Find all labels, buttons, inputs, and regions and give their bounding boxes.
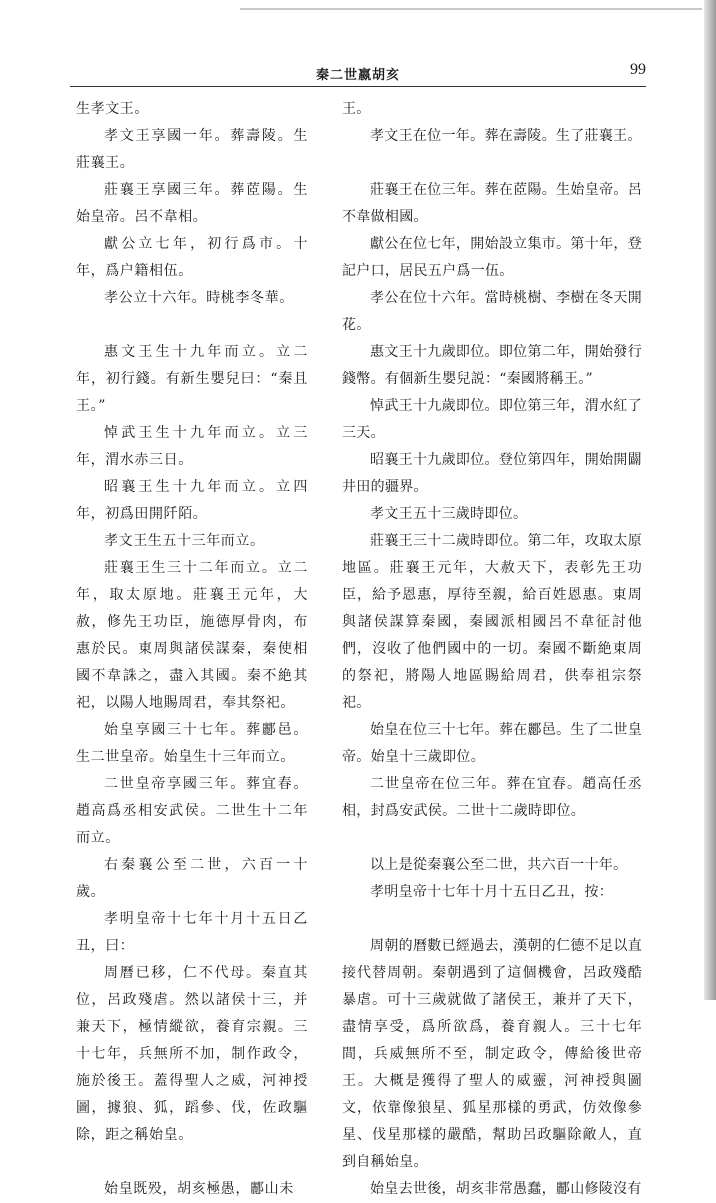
paragraph: 孝公在位十六年。當時桃樹、李樹在冬天開花。 <box>342 290 642 333</box>
scan-page-edge <box>704 0 716 1000</box>
paragraph-gap <box>342 825 642 852</box>
paragraph: 周曆已移，仁不代母。秦直其位，呂政殘虐。然以諸侯十三，并兼天下，極情縱欲，養育宗親。三十七年，兵無所不加，制作政令，施於後王。蓋得聖人之威，河神授圖，據狼、狐，蹈參、伐，佐政驅除，距之稱始皇。 <box>76 965 308 1143</box>
paragraph: 二世皇帝享國三年。葬宜春。趙高爲丞相安武侯。二世生十二年而立。 <box>76 776 308 846</box>
paragraph: 莊襄王生三十二年而立。立二年，取太原地。莊襄王元年，大赦，修先王功臣，施德厚骨肉，布惠於民。東周與諸侯謀秦，秦使相國不韋誅之，盡入其國。秦不絶其祀，以陽人地賜周君，奉其祭祀。 <box>76 560 308 711</box>
paragraph-gap <box>342 906 642 933</box>
paragraph: 孝文王享國一年。葬壽陵。生莊襄王。 <box>76 128 308 171</box>
paragraph: 獻公在位七年，開始設立集市。第十年，登記户口，居民五户爲一伍。 <box>342 236 642 279</box>
paragraph: 右秦襄公至二世，六百一十歲。 <box>76 857 308 900</box>
paragraph: 莊襄王在位三年。葬在茝陽。生始皇帝。呂不韋做相國。 <box>342 182 642 225</box>
paragraph-gap <box>76 1149 308 1176</box>
paragraph: 昭襄王十九歲即位。登位第四年，開始開闢井田的疆界。 <box>342 452 642 495</box>
paragraph-gap <box>342 150 642 177</box>
paragraph: 孝文王五十三歲時即位。 <box>370 506 528 522</box>
paragraph: 始皇享國三十七年。葬酈邑。生二世皇帝。始皇生十三年而立。 <box>76 722 308 765</box>
paragraph: 二世皇帝在位三年。葬在宜春。趙高任丞相，封爲安武侯。二世十二歲時即位。 <box>342 776 642 819</box>
paragraph: 孝文王在位一年。葬在壽陵。生了莊襄王。 <box>370 128 642 144</box>
paragraph: 惠文王十九歲即位。即位第二年，開始發行錢幣。有個新生嬰兒説：“秦國將稱王。” <box>342 344 642 387</box>
running-title: 秦二世嬴胡亥 <box>315 68 400 83</box>
paragraph: 始皇在位三十七年。葬在酈邑。生了二世皇帝。始皇十三歲即位。 <box>342 722 642 765</box>
paragraph: 始皇既殁，胡亥極愚，酈山未 <box>104 1181 294 1197</box>
paragraph: 惠文王生十九年而立。立二年，初行錢。有新生嬰兒曰：“秦且王。” <box>76 344 308 414</box>
paragraph: 孝明皇帝十七年十月十五日乙丑，按： <box>370 884 614 900</box>
left-column-classical-text <box>76 96 308 1203</box>
paragraph: 莊襄王享國三年。葬茝陽。生始皇帝。呂不韋相。 <box>76 182 308 225</box>
paragraph: 悼武王十九歲即位。即位第三年，渭水紅了三天。 <box>342 398 642 441</box>
header-rule <box>70 86 646 87</box>
paragraph: 孝公立十六年。時桃李冬華。 <box>104 290 294 306</box>
page-number: 99 <box>630 61 646 78</box>
paragraph: 生孝文王。 <box>76 101 149 117</box>
paragraph: 以上是從秦襄公至二世，共六百一十年。 <box>370 857 628 873</box>
running-header <box>70 61 646 84</box>
paragraph: 孝文王生五十三年而立。 <box>104 533 265 549</box>
paragraph: 莊襄王三十二歲時即位。第二年，攻取太原地區。莊襄王元年，大赦天下，表彰先王功臣，給予恩惠，厚待至親，給百姓恩惠。東周與諸侯謀算秦國，秦國派相國呂不韋征討他們，沒收了他們國中的一切。秦國不斷絶東周的祭祀，將陽人地區賜給周君，供奉祖宗祭祀。 <box>342 533 642 711</box>
paragraph: 孝明皇帝十七年十月十五日乙丑，曰： <box>76 911 308 954</box>
paragraph: 昭襄王生十九年而立。立四年，初爲田開阡陌。 <box>76 479 308 522</box>
scan-top-rule <box>240 8 702 10</box>
paragraph: 獻公立七年，初行爲市。十年，爲户籍相伍。 <box>76 236 308 279</box>
paragraph: 始皇去世後，胡亥非常愚蠢，酈山修陵沒有 <box>370 1181 642 1197</box>
paragraph-gap <box>76 312 308 339</box>
paragraph: 悼武王生十九年而立。立三年，渭水赤三日。 <box>76 425 308 468</box>
paragraph: 王。 <box>342 101 371 117</box>
paragraph: 周朝的曆數已經過去，漢朝的仁德不足以直接代替周朝。秦朝遇到了這個機會，呂政殘酷暴虐。可十三歲就做了諸侯王，兼并了天下，盡情享受，爲所欲爲，養育親人。三十七年間，兵威無所不至，制定政令，傳給後世帝王。大概是獲得了聖人的威靈，河神授與圖文，依靠像狼星、狐星那樣的勇武，仿效像參星、伐星那樣的嚴酷，幫助呂政驅除敵人，直到自稱始皇。 <box>342 938 642 1170</box>
right-column-translation <box>342 96 642 1203</box>
